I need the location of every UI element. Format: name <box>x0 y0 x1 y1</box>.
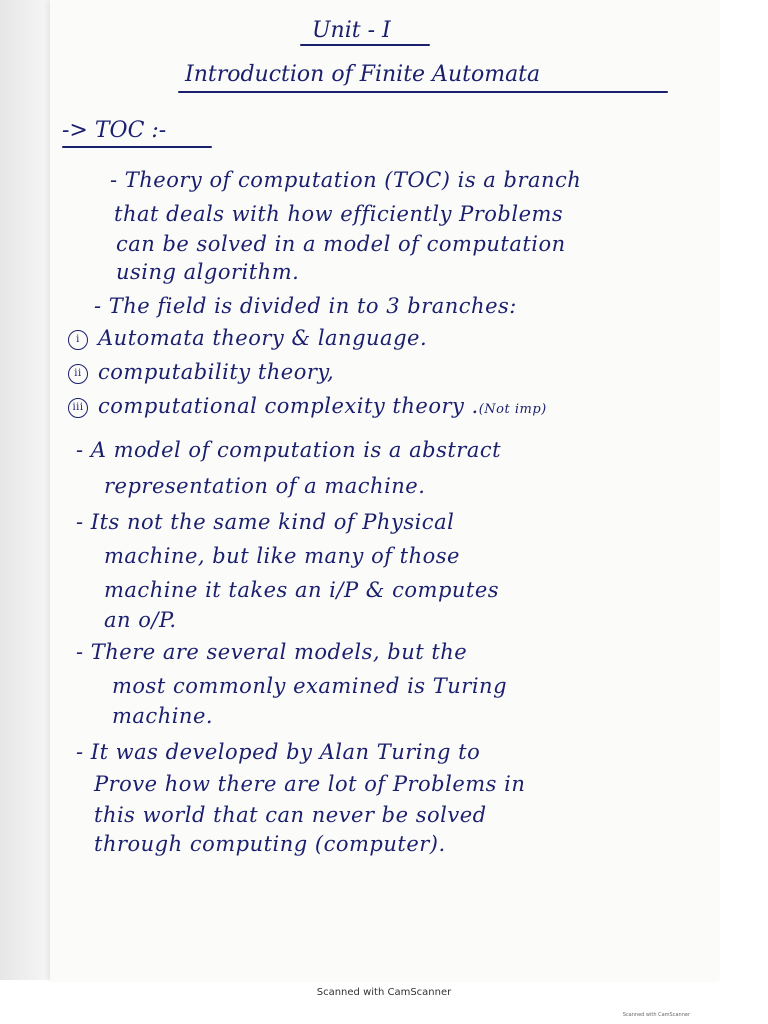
text-line-12: machine, but like many of those <box>104 544 460 568</box>
text-line-14: an o/P. <box>104 608 177 632</box>
text-line-19: Prove how there are lot of Problems in <box>94 772 526 796</box>
branch-2-text: computability theory, <box>98 360 335 384</box>
branch-1 <box>68 326 427 350</box>
text-line-5: - The field is divided in to 3 branches: <box>94 294 517 318</box>
text-line-13: machine it takes an i/P & computes <box>104 578 500 602</box>
text-line-2: that deals with how efficiently Problems <box>114 202 564 226</box>
text-line-9: - A model of computation is a abstract <box>76 438 502 462</box>
section-heading: -> TOC :- <box>62 118 167 143</box>
branch-2 <box>68 360 334 384</box>
branch-3-text: computational complexity theory . <box>98 394 479 418</box>
text-line-4: using algorithm. <box>116 260 300 284</box>
page-edge <box>0 0 50 980</box>
branch-marker-2: ii <box>68 364 88 384</box>
text-line-21: through computing (computer). <box>94 832 446 856</box>
section-underline <box>62 146 212 148</box>
unit-underline <box>300 44 430 46</box>
branch-3 <box>68 394 547 418</box>
text-line-16: most commonly examined is Turing <box>112 674 508 698</box>
unit-heading: Unit - I <box>312 18 391 43</box>
title-underline <box>178 91 668 93</box>
text-line-17: machine. <box>112 704 214 728</box>
branch-marker-3: iii <box>68 398 88 418</box>
scanner-watermark-small: Scanned with CamScanner <box>622 1012 690 1018</box>
page-title: Introduction of Finite Automata <box>185 62 541 87</box>
branch-marker-1: i <box>68 330 88 350</box>
text-line-18: - It was developed by Alan Turing to <box>76 740 481 764</box>
note-not-important: (Not imp) <box>478 402 547 417</box>
branch-1-text: Automata theory & language. <box>98 326 428 350</box>
text-line-3: can be solved in a model of computation <box>116 232 566 256</box>
text-line-15: - There are several models, but the <box>76 640 468 664</box>
scanner-watermark: Scanned with CamScanner <box>316 987 452 998</box>
text-line-10: representation of a machine. <box>104 474 426 498</box>
text-line-1: - Theory of computation (TOC) is a branch <box>110 168 582 192</box>
text-line-11: - Its not the same kind of Physical <box>76 510 455 534</box>
text-line-20: this world that can never be solved <box>94 803 487 827</box>
